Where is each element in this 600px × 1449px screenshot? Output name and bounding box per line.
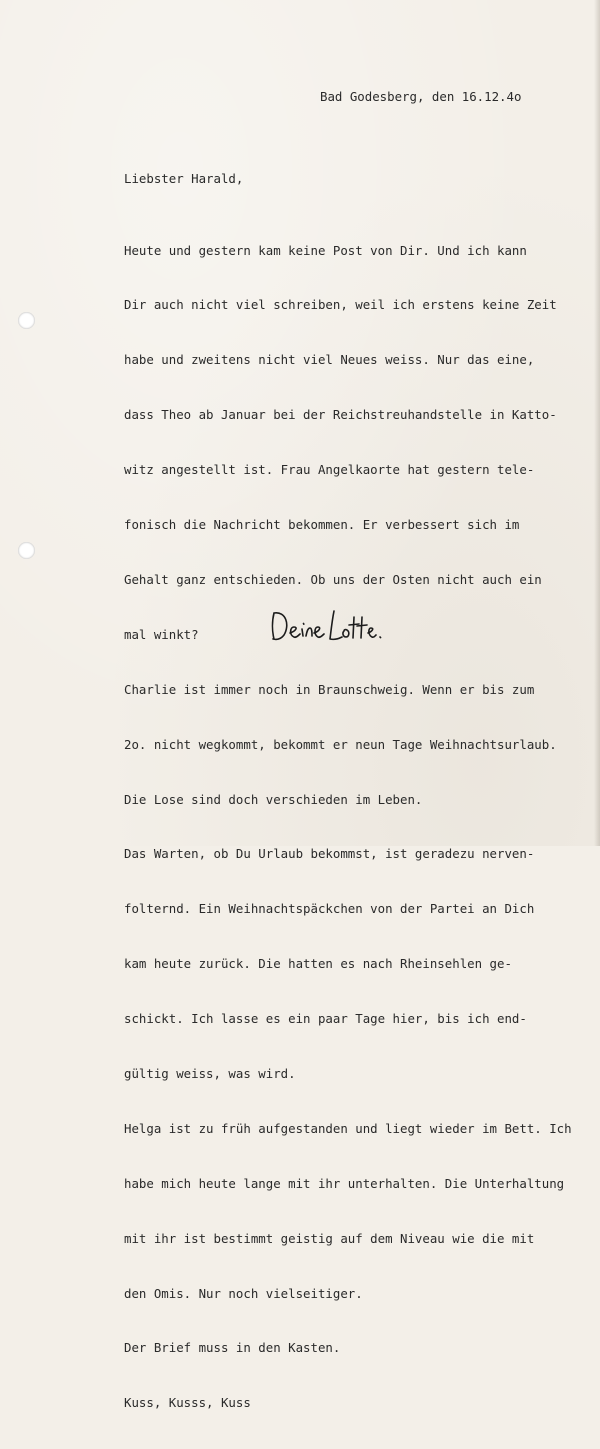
paper-edge-shadow: [594, 0, 600, 846]
body-line: Kuss, Kusss, Kuss: [124, 1395, 251, 1411]
body-line: fonisch die Nachricht bekommen. Er verbessert sich im: [124, 517, 520, 533]
body-line: den Omis. Nur noch vielseitiger.: [124, 1285, 363, 1301]
handwritten-signature: [268, 603, 388, 647]
body-line: Helga ist zu früh aufgestanden und liegt wieder im Bett. Ich: [124, 1120, 572, 1136]
body-line: Die Lose sind doch verschieden im Leben.: [124, 791, 423, 807]
letter-body: [124, 205, 572, 1449]
body-line: habe mich heute lange mit ihr unterhalten. Die Unterhaltung: [124, 1175, 565, 1191]
body-line: Gehalt ganz entschieden. Ob uns der Osten nicht auch ein: [124, 571, 542, 587]
body-line: kam heute zurück. Die hatten es nach Rheinsehlen ge-: [124, 956, 512, 972]
body-line: habe und zweitens nicht viel Neues weiss. Nur das eine,: [124, 352, 535, 368]
body-line: mal winkt?: [124, 626, 199, 642]
body-line: Das Warten, ob Du Urlaub bekommst, ist geradezu nerven-: [124, 846, 535, 862]
body-line: folternd. Ein Weihnachtspäckchen von der Partei an Dich: [124, 901, 535, 917]
body-line: Der Brief muss in den Kasten.: [124, 1340, 341, 1356]
punch-hole-bottom: [18, 542, 35, 559]
body-line: gültig weiss, was wird.: [124, 1065, 296, 1081]
body-line: Heute und gestern kam keine Post von Dir. Und ich kann: [124, 242, 527, 258]
body-line: Dir auch nicht viel schreiben, weil ich erstens keine Zeit: [124, 297, 557, 313]
body-line: dass Theo ab Januar bei der Reichstreuhandstelle in Katto-: [124, 407, 557, 423]
body-line: witz angestellt ist. Frau Angelkaorte hat gestern tele-: [124, 462, 535, 478]
punch-hole-top: [18, 312, 35, 329]
body-line: mit ihr ist bestimmt geistig auf dem Niveau wie die mit: [124, 1230, 535, 1246]
body-line: 2o. nicht wegkommt, bekommt er neun Tage Weihnachtsurlaub.: [124, 736, 557, 752]
place-date: Bad Godesberg, den 16.12.4o: [320, 89, 522, 104]
body-line: Charlie ist immer noch in Braunschweig. Wenn er bis zum: [124, 681, 535, 697]
body-line: schickt. Ich lasse es ein paar Tage hier, bis ich end-: [124, 1011, 527, 1027]
salutation: Liebster Harald,: [124, 171, 244, 186]
